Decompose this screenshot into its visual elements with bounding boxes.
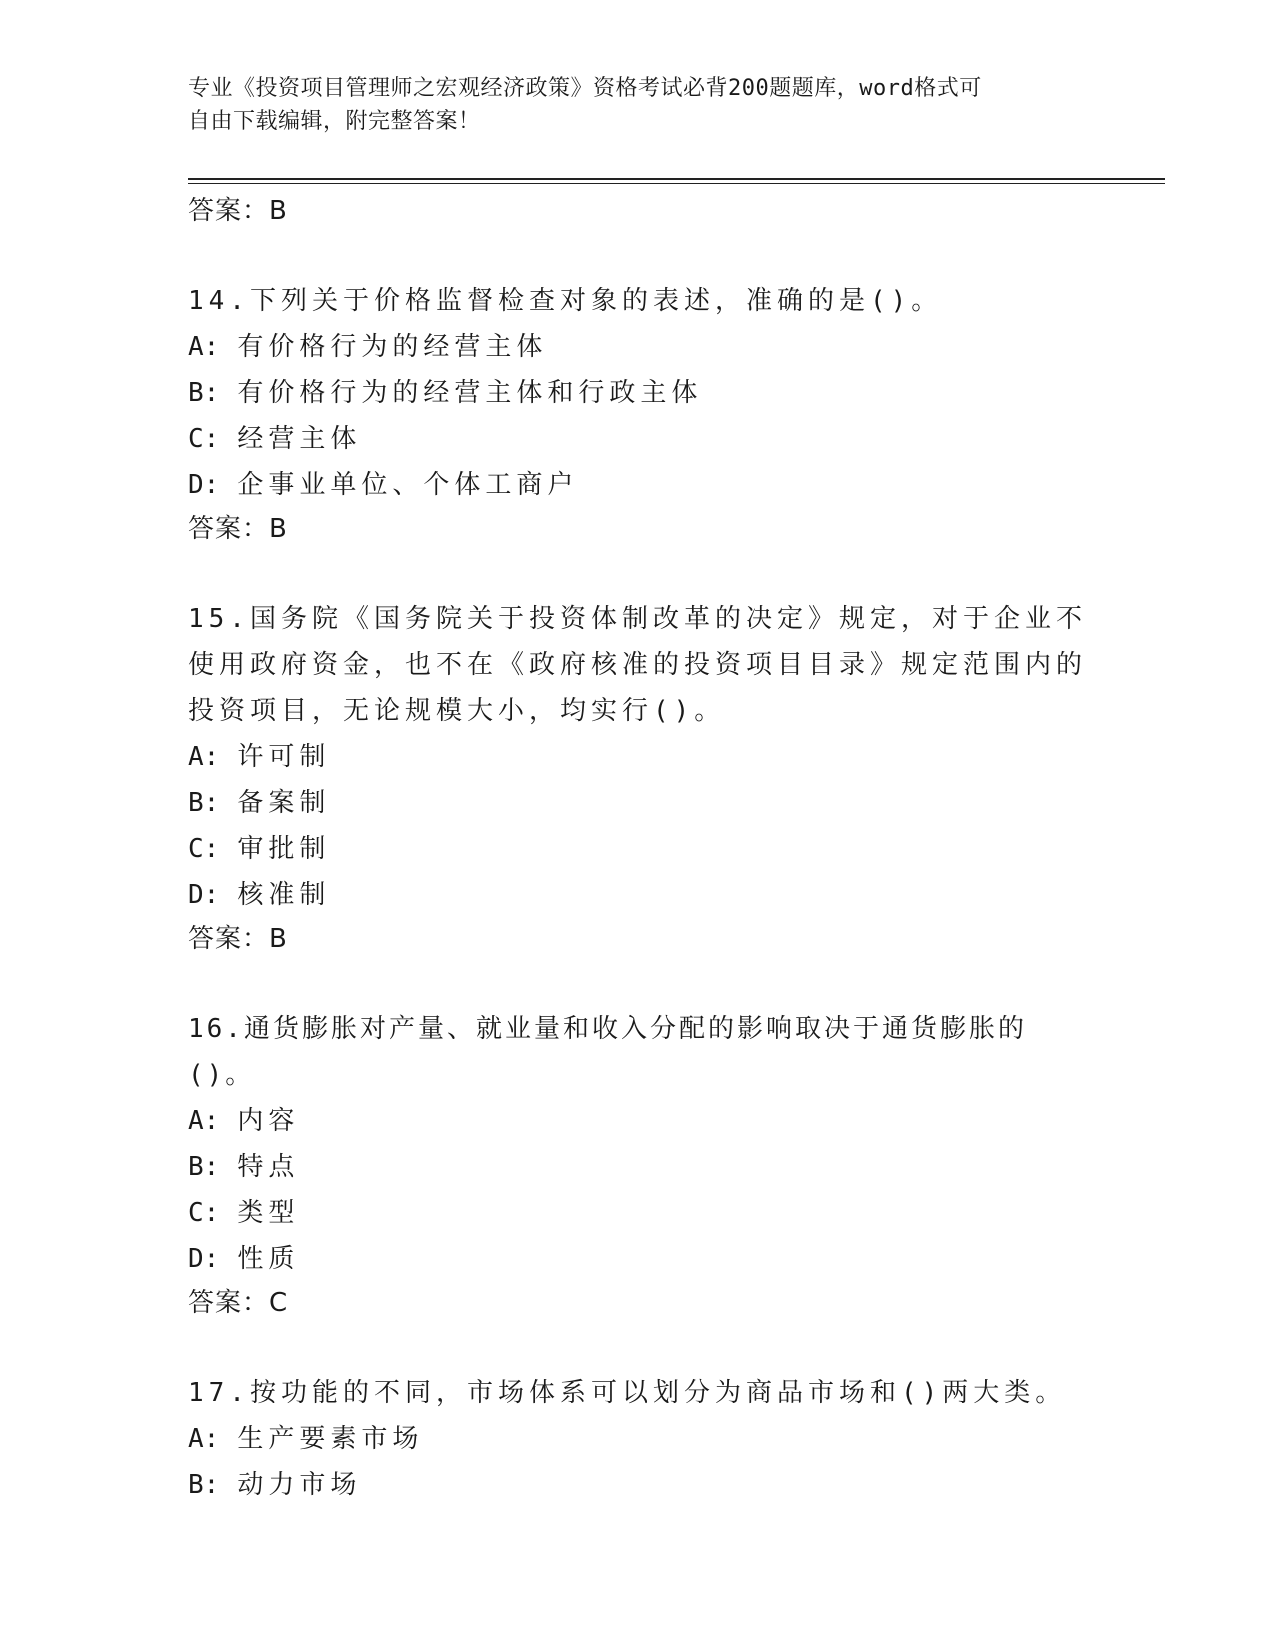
answer-line: 答案：B: [188, 514, 288, 544]
option-text: 动力市场: [237, 1470, 362, 1500]
option-text: 类型: [237, 1198, 300, 1228]
question-text: 17.按功能的不同，市场体系可以划分为商品市场和()两大类。: [188, 1378, 1067, 1408]
question-14: [188, 278, 1088, 550]
option-a: [188, 1098, 1088, 1144]
option-c: [188, 826, 1088, 872]
option-text: 生产要素市场: [237, 1424, 424, 1454]
header-rule-thin: [188, 183, 1165, 184]
option-text: 经营主体: [237, 424, 362, 454]
option-text: 核准制: [237, 880, 331, 910]
option-text: 备案制: [237, 788, 331, 818]
document-header: [188, 72, 1068, 138]
option-label: A:: [188, 1424, 220, 1454]
option-a: [188, 734, 1088, 780]
option-label: D:: [188, 880, 220, 910]
option-label: B:: [188, 1470, 220, 1500]
header-line-1: 专业《投资项目管理师之宏观经济政策》资格考试必背200题题库，word格式可: [188, 76, 982, 101]
option-text: 许可制: [237, 742, 331, 772]
option-d: [188, 1236, 1088, 1282]
option-label: D:: [188, 470, 220, 500]
option-label: D:: [188, 1244, 220, 1274]
option-c: [188, 416, 1088, 462]
option-b: [188, 780, 1088, 826]
question-15: [188, 596, 1088, 960]
option-d: [188, 872, 1088, 918]
option-b: [188, 1144, 1088, 1190]
option-label: B:: [188, 788, 220, 818]
option-text: 企事业单位、个体工商户: [237, 470, 579, 500]
answer-line: 答案：C: [188, 1288, 289, 1318]
option-label: B:: [188, 1152, 220, 1182]
option-label: B:: [188, 378, 220, 408]
option-a: [188, 324, 1088, 370]
option-label: A:: [188, 742, 220, 772]
option-d: [188, 462, 1088, 508]
option-a: [188, 1416, 1088, 1462]
option-text: 有价格行为的经营主体和行政主体: [237, 378, 703, 408]
option-text: 特点: [237, 1152, 300, 1182]
header-rule-thick: [188, 178, 1165, 180]
question-16: [188, 1006, 1088, 1324]
option-text: 审批制: [237, 834, 331, 864]
option-label: C:: [188, 424, 220, 454]
option-text: 性质: [237, 1244, 300, 1274]
option-label: C:: [188, 1198, 220, 1228]
question-text: 15.国务院《国务院关于投资体制改革的决定》规定，对于企业不使用政府资金，也不在《政府核准的投资项目目录》规定范围内的投资项目，无论规模大小，均实行()。: [188, 604, 1088, 726]
question-17: [188, 1370, 1088, 1508]
answer-line: 答案：B: [188, 196, 288, 226]
option-c: [188, 1190, 1088, 1236]
document-body: [188, 190, 1088, 1508]
option-text: 内容: [237, 1106, 300, 1136]
answer-line: 答案：B: [188, 924, 288, 954]
option-label: C:: [188, 834, 220, 864]
header-line-2: 自由下载编辑，附完整答案！: [188, 109, 481, 134]
option-text: 有价格行为的经营主体: [237, 332, 548, 362]
option-label: A:: [188, 1106, 220, 1136]
question-text: 16.通货膨胀对产量、就业量和收入分配的影响取决于通货膨胀的()。: [188, 1014, 1027, 1090]
option-b: [188, 370, 1088, 416]
option-b: [188, 1462, 1088, 1508]
option-label: A:: [188, 332, 220, 362]
question-text: 14.下列关于价格监督检查对象的表述，准确的是()。: [188, 286, 943, 316]
